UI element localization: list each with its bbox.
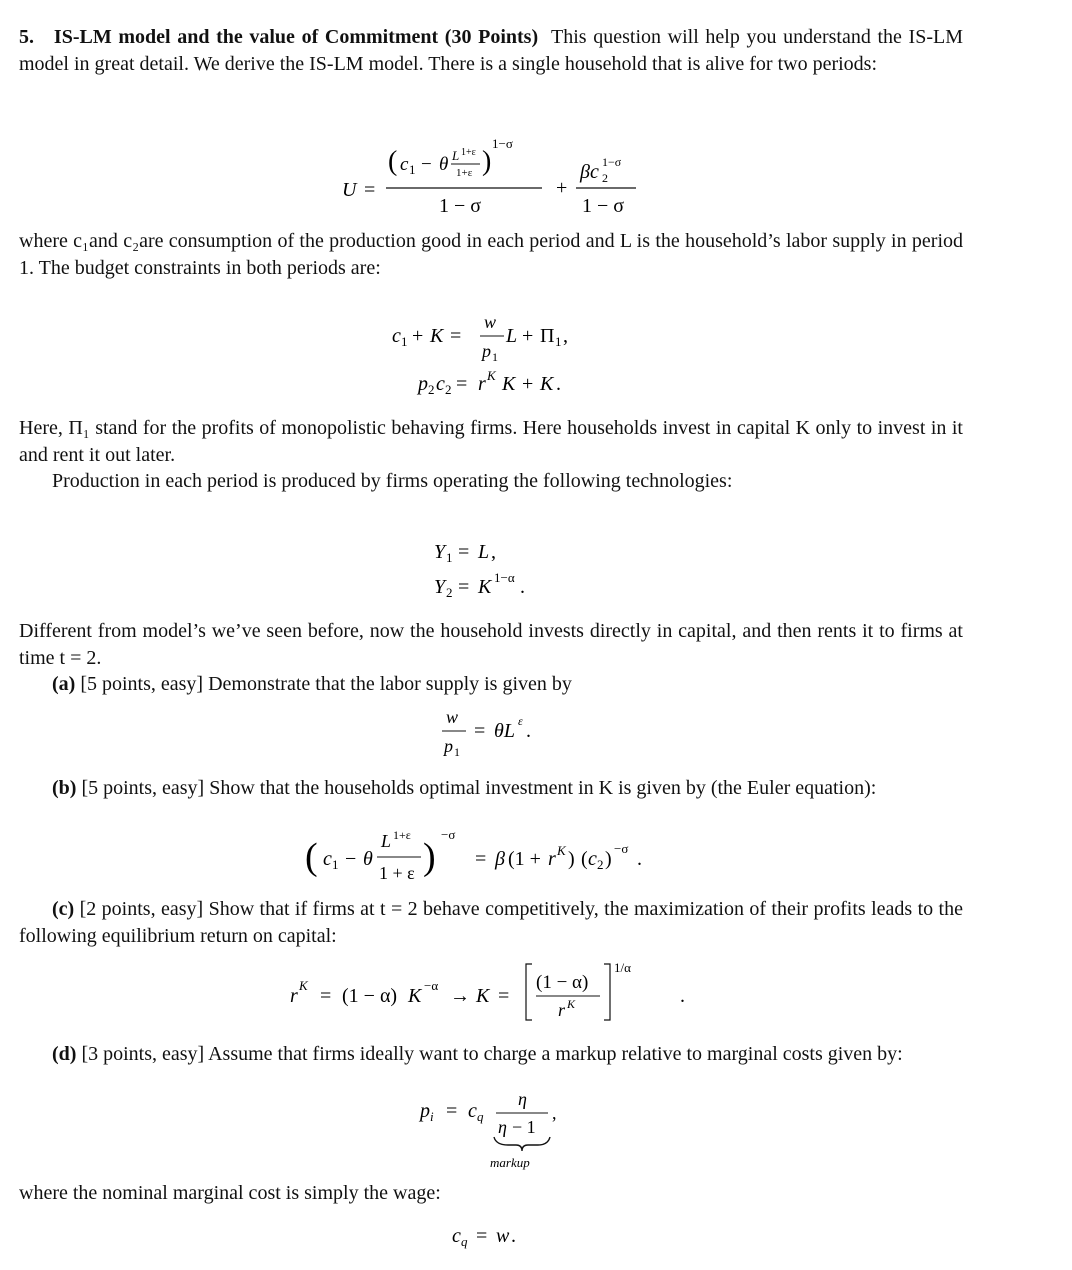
question-intro-text: This question will help you understand the IS-LM model in great detail. We derive the IS-LM model. There is a single household that is alive for two periods: — [19, 26, 964, 75]
svg-text:Y: Y — [434, 541, 446, 563]
svg-text:+: + — [556, 177, 568, 199]
markup-label: markup — [490, 1155, 530, 1170]
svg-text:=: = — [476, 1225, 488, 1247]
paragraph-capital — [19, 618, 963, 671]
svg-text:K: K — [540, 373, 554, 395]
svg-text:.: . — [526, 720, 531, 742]
svg-text:K: K — [487, 368, 496, 383]
svg-text:r: r — [558, 1000, 566, 1020]
svg-text:w: w — [446, 707, 459, 727]
svg-text:r: r — [478, 373, 486, 395]
svg-text:=: = — [446, 1100, 458, 1122]
svg-text:(: ( — [305, 836, 318, 878]
svg-text:θ: θ — [363, 848, 373, 870]
paragraph-consumption-text: where c₁and c₂are consumption of the production good in each period and L is the household’s labor supply in period 1. The budget constraints in both periods are: — [19, 230, 963, 279]
markup-equation-svg — [420, 1085, 590, 1175]
question-title: IS-LM model and the value of Commitment (30 Points) — [53, 26, 539, 48]
svg-text:c: c — [323, 848, 332, 870]
svg-text:(: ( — [581, 848, 588, 870]
part-b-label: (b) — [52, 777, 77, 799]
svg-text:1: 1 — [409, 162, 416, 177]
svg-text:,: , — [552, 1103, 557, 1123]
svg-text:=: = — [364, 179, 376, 201]
svg-text:p: p — [418, 373, 428, 395]
svg-text:+: + — [522, 373, 534, 395]
paragraph-marginal-cost — [19, 1180, 963, 1207]
svg-text:U: U — [342, 179, 357, 201]
svg-text:−σ: −σ — [614, 841, 629, 856]
svg-text:): ) — [568, 848, 575, 870]
part-c — [19, 896, 963, 949]
svg-text:=: = — [475, 848, 487, 870]
svg-text:p: p — [444, 736, 453, 756]
paragraph-production — [19, 468, 963, 495]
utility-equation-svg — [330, 130, 660, 220]
svg-text:1: 1 — [401, 334, 408, 349]
svg-text:−α: −α — [424, 978, 439, 993]
question-intro — [19, 24, 963, 77]
svg-text:L: L — [452, 148, 460, 163]
svg-text:(1 +: (1 + — [508, 848, 541, 870]
svg-text:K: K — [299, 978, 308, 993]
svg-text:− 1: − 1 — [512, 1117, 536, 1137]
svg-text:,: , — [491, 541, 496, 563]
part-c-label: (c) — [52, 898, 75, 920]
paragraph-profits — [19, 415, 963, 468]
svg-text:2: 2 — [597, 857, 604, 872]
markup-equation — [420, 1085, 590, 1181]
utility-equation — [330, 130, 660, 226]
paragraph-profits-text: Here, Π₁ stand for the profits of monopolistic behaving firms. Here households invest in capital K only to invest in it and rent it out later. — [19, 417, 963, 466]
svg-text:.: . — [511, 1225, 516, 1247]
svg-text:1/α: 1/α — [614, 960, 631, 975]
svg-text:+: + — [522, 325, 534, 347]
svg-text:−: − — [345, 848, 357, 870]
svg-text:.: . — [520, 576, 525, 598]
svg-text:c: c — [588, 848, 597, 870]
svg-text:2: 2 — [602, 171, 608, 185]
svg-text:1−σ: 1−σ — [602, 155, 622, 169]
svg-text:1: 1 — [332, 857, 339, 872]
svg-text:=: = — [456, 373, 468, 395]
svg-text:): ) — [605, 848, 612, 870]
svg-text:(1 − α): (1 − α) — [536, 972, 589, 993]
svg-text:L: L — [478, 541, 490, 563]
part-a — [19, 671, 963, 698]
svg-text:→: → — [450, 985, 470, 1007]
svg-text:): ) — [423, 836, 436, 878]
svg-text:1−α: 1−α — [494, 570, 515, 585]
svg-text:−σ: −σ — [441, 827, 456, 842]
svg-text:1: 1 — [492, 350, 498, 364]
svg-text:,: , — [563, 325, 568, 347]
marginal-cost-equation — [452, 1222, 552, 1258]
capital-return-svg — [290, 958, 710, 1028]
svg-text:c: c — [392, 325, 401, 347]
svg-text:c: c — [468, 1100, 477, 1122]
svg-text:η: η — [518, 1089, 527, 1109]
marginal-cost-svg — [452, 1222, 552, 1252]
part-a-label: (a) — [52, 673, 76, 695]
svg-text:q: q — [461, 1234, 468, 1249]
svg-text:.: . — [556, 373, 561, 395]
svg-text:η: η — [498, 1117, 507, 1137]
technology-equations-svg — [430, 530, 590, 605]
svg-text:r: r — [548, 848, 556, 870]
budget-constraints-svg — [390, 310, 630, 400]
svg-text:K: K — [408, 985, 422, 1007]
svg-text:K: K — [476, 985, 490, 1007]
capital-return-equation — [290, 958, 710, 1034]
svg-text:.: . — [680, 985, 685, 1007]
svg-text:+: + — [412, 325, 424, 347]
svg-text:1: 1 — [555, 334, 562, 349]
paragraph-production-text: Production in each period is produced by firms operating the following technologies: — [52, 470, 733, 492]
part-d-text: [3 points, easy] Assume that firms ideally want to charge a markup relative to marginal costs given by: — [81, 1043, 903, 1065]
part-d — [19, 1041, 963, 1068]
part-c-text: [2 points, easy] Show that if firms at t = 2 behave competitively, the maximization of their profits leads to the following equilibrium return on capital: — [19, 898, 963, 947]
svg-text:K: K — [478, 576, 492, 598]
svg-text:=: = — [474, 720, 486, 742]
svg-text:K: K — [502, 373, 516, 395]
part-a-text: [5 points, easy] Demonstrate that the labor supply is given by — [80, 673, 572, 695]
svg-text:2: 2 — [428, 382, 435, 397]
svg-text:−: − — [421, 154, 432, 175]
labor-supply-equation — [440, 705, 560, 766]
paragraph-capital-text: Different from model’s we’ve seen before, now the household invests directly in capital, and then rents it to firms at time t = 2. — [19, 620, 963, 669]
question-number: 5. — [19, 26, 34, 48]
svg-text:2: 2 — [445, 382, 452, 397]
svg-text:2: 2 — [446, 585, 453, 600]
paragraph-marginal-cost-text: where the nominal marginal cost is simply the wage: — [19, 1182, 441, 1204]
svg-text:1 − σ: 1 − σ — [582, 195, 625, 217]
part-d-label: (d) — [52, 1043, 77, 1065]
svg-text:r: r — [290, 985, 298, 1007]
svg-text:β: β — [495, 848, 505, 870]
svg-text:βc: βc — [580, 161, 599, 183]
svg-text:θ: θ — [439, 154, 449, 175]
part-b-text: [5 points, easy] Show that the households optimal investment in K is given by (the Euler equation): — [81, 777, 877, 799]
svg-text:1−σ: 1−σ — [492, 136, 513, 151]
svg-text:1: 1 — [446, 550, 453, 565]
svg-text:L: L — [381, 831, 392, 851]
svg-text:K: K — [430, 325, 444, 347]
svg-text:c: c — [452, 1225, 461, 1247]
svg-text:Π: Π — [540, 325, 555, 347]
svg-text:c: c — [400, 154, 409, 175]
svg-text:=: = — [458, 541, 470, 563]
svg-text:θL: θL — [494, 720, 515, 742]
svg-text:(1 − α): (1 − α) — [342, 985, 398, 1007]
svg-text:1+ε: 1+ε — [393, 828, 411, 842]
svg-text:i: i — [430, 1109, 434, 1124]
svg-text:Y: Y — [434, 576, 446, 598]
svg-text:p: p — [420, 1100, 430, 1122]
svg-text:1: 1 — [454, 745, 460, 759]
svg-text:=: = — [498, 985, 510, 1007]
budget-constraints — [390, 310, 630, 406]
svg-text:.: . — [637, 848, 642, 870]
paragraph-consumption — [19, 228, 963, 281]
svg-text:): ) — [482, 146, 492, 177]
euler-equation — [305, 825, 695, 896]
svg-text:1+ε: 1+ε — [456, 167, 473, 179]
svg-text:q: q — [477, 1109, 484, 1124]
svg-text:ε: ε — [518, 714, 523, 728]
svg-text:w: w — [484, 312, 497, 332]
svg-text:(: ( — [388, 146, 398, 177]
svg-text:=: = — [450, 325, 462, 347]
svg-text:L: L — [506, 325, 518, 347]
svg-text:K: K — [567, 997, 576, 1011]
svg-text:w: w — [496, 1225, 510, 1247]
svg-text:p: p — [482, 341, 491, 361]
euler-equation-svg — [305, 825, 695, 890]
svg-text:1+ε: 1+ε — [461, 147, 476, 158]
technology-equations — [430, 530, 590, 611]
svg-text:c: c — [436, 373, 445, 395]
labor-supply-svg — [440, 705, 560, 760]
part-b — [19, 775, 963, 802]
svg-text:=: = — [320, 985, 332, 1007]
svg-text:K: K — [557, 843, 566, 858]
svg-text:1 − σ: 1 − σ — [439, 195, 482, 217]
svg-text:1 + ε: 1 + ε — [379, 863, 415, 883]
svg-text:=: = — [458, 576, 470, 598]
